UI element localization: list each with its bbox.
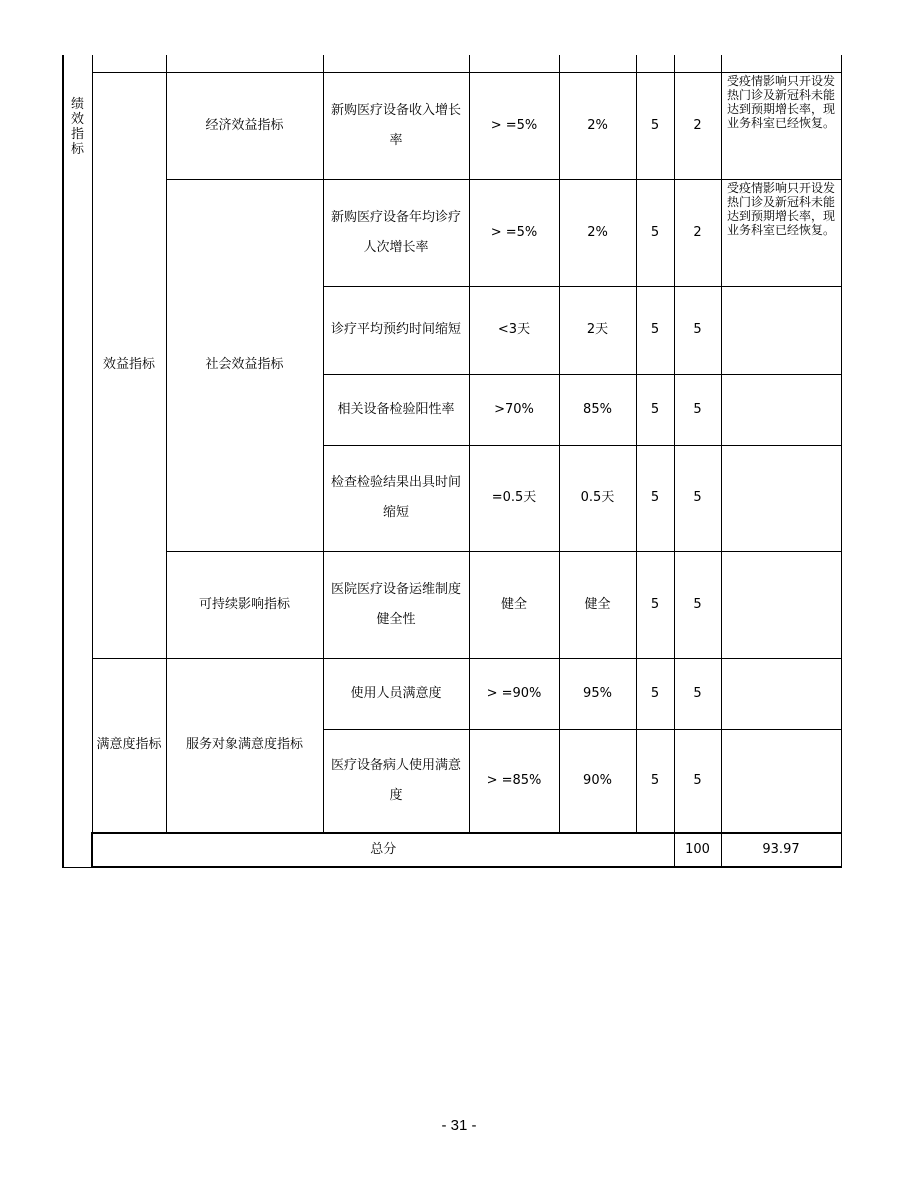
total-score: 93.97 <box>721 833 841 867</box>
level1-satisfaction: 满意度指标 <box>92 658 166 833</box>
indicator-actual: 2% <box>559 72 636 179</box>
level2-sustainable: 可持续影响指标 <box>166 551 323 658</box>
indicator-target: 健全 <box>469 551 559 658</box>
table-row <box>63 72 841 179</box>
indicator-target: >70% <box>469 374 559 445</box>
indicator-note <box>721 286 841 374</box>
indicator-actual: 90% <box>559 729 636 833</box>
category-char: 绩 <box>70 97 84 112</box>
indicator-note <box>721 658 841 729</box>
indicator-actual: 95% <box>559 658 636 729</box>
indicator-weight: 5 <box>636 551 674 658</box>
indicator-note <box>721 374 841 445</box>
indicator-name: 新购医疗设备收入增长率 <box>323 72 469 179</box>
category-char: 效 <box>70 112 84 127</box>
category-char: 标 <box>70 142 84 157</box>
level1-benefit: 效益指标 <box>92 72 166 658</box>
level2-social: 社会效益指标 <box>166 179 323 551</box>
indicator-actual: 2天 <box>559 286 636 374</box>
table-row <box>63 179 841 286</box>
indicator-note <box>721 445 841 551</box>
performance-table <box>62 55 842 868</box>
indicator-score: 5 <box>674 729 721 833</box>
indicator-name: 新购医疗设备年均诊疗人次增长率 <box>323 179 469 286</box>
indicator-score: 5 <box>674 658 721 729</box>
indicator-note <box>721 551 841 658</box>
indicator-name: 医疗设备病人使用满意度 <box>323 729 469 833</box>
indicator-target: <3天 <box>469 286 559 374</box>
indicator-note <box>721 729 841 833</box>
total-label: 总分 <box>92 833 674 867</box>
total-row <box>63 833 841 867</box>
level2-economic: 经济效益指标 <box>166 72 323 179</box>
level2-service: 服务对象满意度指标 <box>166 658 323 833</box>
indicator-weight: 5 <box>636 286 674 374</box>
indicator-name: 相关设备检验阳性率 <box>323 374 469 445</box>
indicator-weight: 5 <box>636 179 674 286</box>
indicator-target: > =85% <box>469 729 559 833</box>
indicator-weight: 5 <box>636 374 674 445</box>
indicator-target: > =5% <box>469 179 559 286</box>
indicator-score: 5 <box>674 374 721 445</box>
category-cell <box>63 55 92 867</box>
table-row <box>63 551 841 658</box>
indicator-weight: 5 <box>636 445 674 551</box>
indicator-target: > =5% <box>469 72 559 179</box>
indicator-actual: 健全 <box>559 551 636 658</box>
indicator-score: 2 <box>674 179 721 286</box>
indicator-name: 诊疗平均预约时间缩短 <box>323 286 469 374</box>
indicator-score: 2 <box>674 72 721 179</box>
indicator-note: 受疫情影响只开设发热门诊及新冠科未能达到预期增长率，现业务科室已经恢复。 <box>721 179 841 286</box>
indicator-name: 检查检验结果出具时间缩短 <box>323 445 469 551</box>
indicator-target: > =90% <box>469 658 559 729</box>
indicator-actual: 2% <box>559 179 636 286</box>
indicator-weight: 5 <box>636 72 674 179</box>
indicator-name: 使用人员满意度 <box>323 658 469 729</box>
indicator-target: =0.5天 <box>469 445 559 551</box>
indicator-score: 5 <box>674 551 721 658</box>
indicator-name: 医院医疗设备运维制度健全性 <box>323 551 469 658</box>
total-weight: 100 <box>674 833 721 867</box>
indicator-actual: 0.5天 <box>559 445 636 551</box>
table-row <box>63 658 841 729</box>
indicator-score: 5 <box>674 286 721 374</box>
indicator-weight: 5 <box>636 729 674 833</box>
category-char: 指 <box>70 127 84 142</box>
indicator-actual: 85% <box>559 374 636 445</box>
page-number: - 31 - <box>441 1117 477 1134</box>
continuation-row <box>63 55 841 72</box>
indicator-score: 5 <box>674 445 721 551</box>
indicator-note: 受疫情影响只开设发热门诊及新冠科未能达到预期增长率，现业务科室已经恢复。 <box>721 72 841 179</box>
indicator-weight: 5 <box>636 658 674 729</box>
